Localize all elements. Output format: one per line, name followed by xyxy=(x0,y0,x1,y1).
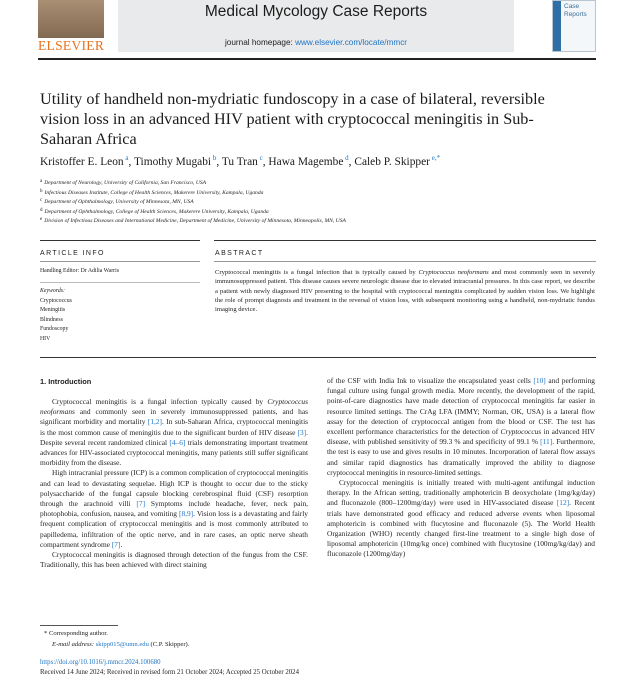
affiliation-text: Department of Neurology, University of California, San Francisco, USA xyxy=(44,180,207,186)
email-suffix: (C.P. Skipper). xyxy=(148,641,190,648)
citation-link[interactable]: [8,9] xyxy=(178,509,194,519)
author-affiliation-marker[interactable]: a xyxy=(123,154,129,162)
keyword: Cryptococcus xyxy=(40,298,72,304)
citation-link[interactable]: [7] xyxy=(136,499,146,509)
homepage-label: journal homepage: xyxy=(224,38,293,47)
cover-title: Case Reports xyxy=(564,3,587,18)
abstract-organism: Cryptococcus neoformans xyxy=(418,269,489,276)
header-divider xyxy=(38,58,596,60)
text-run: Cryptococcal meningitis is diagnosed through detection of the fungus from the CSF. Traditionally, this has been achieved with direct staining xyxy=(40,550,308,570)
keyword: Fundoscopy xyxy=(40,326,69,333)
citation-link[interactable]: [10] xyxy=(533,376,546,385)
italic-term: Cryptococcus neoformans xyxy=(40,397,308,417)
citation-link[interactable]: [3] xyxy=(297,427,307,437)
journal-homepage xyxy=(118,38,514,47)
email-link[interactable]: skipp015@umn.edu xyxy=(95,641,149,648)
text-run: High intracranial pressure (ICP) is a common complication of cryptococcal meningitis and can lead to devastating sequelae. High ICP is thought to occur due to the sticky polysaccharide of the fungal capsule blocking cerebrospinal fluid (CSF) resorption through the arachnoid villi xyxy=(40,468,308,509)
affiliation-line xyxy=(40,178,600,188)
email-line xyxy=(52,641,189,648)
divider xyxy=(40,282,200,283)
author-affiliation-marker[interactable]: b xyxy=(211,154,217,162)
abstract-text xyxy=(215,268,595,314)
author-affiliation-marker[interactable]: e,* xyxy=(429,154,441,162)
text-run: . Despite several recent randomized clinical xyxy=(40,427,308,447)
keywords-list xyxy=(40,297,72,344)
section-heading-introduction: 1. Introduction xyxy=(40,377,92,386)
affiliation-marker: b xyxy=(40,188,43,194)
author-name[interactable]: Caleb P. Skipper xyxy=(354,155,430,168)
article-info-heading: ARTICLE INFO xyxy=(40,250,105,257)
affiliation-text: Division of Infectious Diseases and International Medicine, Department of Medicine, University of Minnesota, Minneapolis, MN, USA xyxy=(44,218,346,225)
cover-strip xyxy=(553,1,561,51)
text-run: and commonly seen in severely immunosuppressed patients, and has significant morbidity and mortality xyxy=(40,407,308,427)
publisher-name: ELSEVIER xyxy=(38,38,105,53)
paragraph xyxy=(327,478,595,560)
divider xyxy=(40,357,596,358)
text-run: in advanced HIV disease, with published sensitivity of 99.3 % and specificity of 99.1 % xyxy=(327,427,595,447)
text-run: Cryptococcal meningitis is initially treated with multi-agent antifungal induction therapy. In the African setting, traditionally amphotericin B deoxycholate (1mg/kg/day) and fluconazole (800–1200mg/day) were used in HIV-associated disease xyxy=(327,478,595,508)
divider xyxy=(40,261,200,262)
text-run: and performing fungal culture using fungal growth media. More recently, the development of the rapid, point-of-care diagnostics have made detection of cryptococcal meningitis far easier in resource limited settings. The CrAg LFA (IMMY; Norman, OK, USA) is a lateral flow assay for the detection of cryptococcal antigen from the blood or CSF. The test has excellent performance characteristics for the detection of xyxy=(327,376,595,437)
author-affiliation-marker[interactable]: c xyxy=(257,154,263,162)
text-run: . Furthermore, the test is easy to use and gives results in 10 minutes. Incorporation of lateral flow assays and similar rapid diagnostics has dramatically improved the ability to diagnose cryptococcal meningitis in resource-limited settings. xyxy=(327,437,595,477)
citation-link[interactable]: [4–6] xyxy=(169,437,186,447)
text-run: . xyxy=(120,539,123,549)
affiliation-line xyxy=(40,216,600,226)
abstract-text-part: and most commonly seen in severely immunosuppressed patient. This disease causes severe neurologic disease due to elevated intracranial pressures. In this case report, we describe a patient with newly diagnosed HIV presenting to the hospital with cryptococcal meningitis complicated by sudden vision loss. We highlight the role of prompt diagnosis and treatment in the reversal of vision loss, with subsequent monitoring using a handheld, non-mydriatic fundus imaging device. xyxy=(215,269,595,314)
author-list: Kristoffer E. Leon $^a$, Timothy Mugabi $^b$, Tu Tran $^c$, Hawa Magembe $^d$, Caleb P. Skipper $^{e,*}$ xyxy=(40,154,441,168)
affiliation-line xyxy=(40,188,600,198)
citation-link[interactable]: [11] xyxy=(540,437,553,447)
citation-link[interactable]: [12] xyxy=(556,498,570,508)
article-title: Utility of handheld non-mydriatic fundoscopy in a case of bilateral, reversible vision loss in an advanced HIV patient with cryptococcal meningitis in Sub-Saharan Africa xyxy=(40,90,545,148)
affiliation-list xyxy=(40,178,600,226)
affiliation-marker: a xyxy=(40,179,43,184)
affiliation-text: Infectious Diseases Institute, College of Health Sciences, Makerere University, Kampala, Uganda xyxy=(44,189,264,196)
paragraph xyxy=(40,397,308,468)
italic-term: Cryptococcus xyxy=(500,427,542,437)
journal-title[interactable]: Medical Mycology Case Reports xyxy=(204,3,428,20)
text-run: Symptoms include headache, fever, neck pain, photophobia, confusion, nausea, and vomiting xyxy=(40,499,308,519)
author-name[interactable]: Timothy Mugabi xyxy=(133,155,212,168)
corresponding-author-note: * Corresponding author. xyxy=(44,630,108,637)
paragraph xyxy=(40,550,308,570)
doi-link[interactable]: https://doi.org/10.1016/j.mmcr.2024.100680 xyxy=(40,659,161,666)
affiliation-marker: d xyxy=(40,207,43,213)
affiliation-line xyxy=(40,197,600,207)
keyword: HIV xyxy=(40,335,51,342)
author-name[interactable]: Kristoffer E. Leon xyxy=(40,155,124,168)
body-column-left xyxy=(40,397,308,570)
email-label: E-mail address: xyxy=(52,641,95,648)
text-run: Cryptococcal meningitis is a fungal infection typically caused by xyxy=(52,397,268,406)
journal-cover-thumbnail[interactable] xyxy=(552,0,596,52)
citation-link[interactable]: [1,2] xyxy=(147,417,163,427)
keyword: Meningitis xyxy=(40,307,66,314)
affiliation-text: Department of Ophthalmology, College of Health Sciences, Makerere University, Kampala, Uganda xyxy=(44,208,269,215)
keyword: Blindness xyxy=(40,316,63,323)
keywords-label: Keywords: xyxy=(40,288,65,294)
author-name[interactable]: Tu Tran xyxy=(221,155,258,168)
paragraph xyxy=(327,376,595,478)
affiliation-line xyxy=(40,207,600,217)
citation-link[interactable]: [7] xyxy=(111,539,121,549)
author-affiliation-marker[interactable]: d xyxy=(343,154,349,162)
abstract-heading: ABSTRACT xyxy=(215,250,264,257)
elsevier-tree-icon xyxy=(38,0,104,38)
text-run: trials demonstrating important treatment advances for HIV-associated cryptococcal meningitis, many patients still suffer significant morbidity from the disease. xyxy=(40,437,308,468)
homepage-link[interactable]: www.elsevier.com/locate/mmcr xyxy=(295,38,408,47)
divider xyxy=(40,240,200,241)
divider xyxy=(214,240,596,241)
divider xyxy=(214,261,596,262)
article-history: Received 14 June 2024; Received in revised form 21 October 2024; Accepted 25 October 2024 xyxy=(40,669,299,676)
author-name[interactable]: Hawa Magembe xyxy=(268,155,344,168)
text-run: . Recent trials have demonstrated good efficacy and reduced adverse events when liposomal amphotericin is combined with flucytosine and fluconazole (5). The World Health Organization (WHO) recently changed first-line treatment to a single high dose of liposomal amphotericin (10mg/kg once) combined with flucytosine (100mg/kg/day) and fluconazole (1200mg/day) xyxy=(327,498,595,559)
handling-editor: Handling Editor: Dr Adilia Warris xyxy=(40,268,119,274)
text-run: . Vision loss is a devastating and fairly frequent complication of cryptococcal meningitis and is most commonly attributed to papilledema, infiltration of the optic nerve, and in rare cases, an optic nerve sheath compartment syndrome xyxy=(40,509,308,549)
affiliation-text: Department of Ophthalmology, University of Minnesota, MN, USA xyxy=(44,199,194,206)
affiliation-marker: c xyxy=(40,198,43,204)
paragraph xyxy=(40,468,308,550)
text-run: of the CSF with India Ink to visualize the encapsulated yeast cells xyxy=(327,376,534,385)
body-column-right xyxy=(327,376,595,560)
affiliation-marker: e xyxy=(40,217,43,223)
abstract-text-part: Cryptococcal meningitis is a fungal infection that is typically caused by xyxy=(215,269,419,276)
footnote-divider xyxy=(40,625,118,626)
text-run: . In sub-Saharan Africa, cryptococcal meningitis is the most common cause of meningitis due to the significant burden of HIV disease xyxy=(40,417,308,437)
